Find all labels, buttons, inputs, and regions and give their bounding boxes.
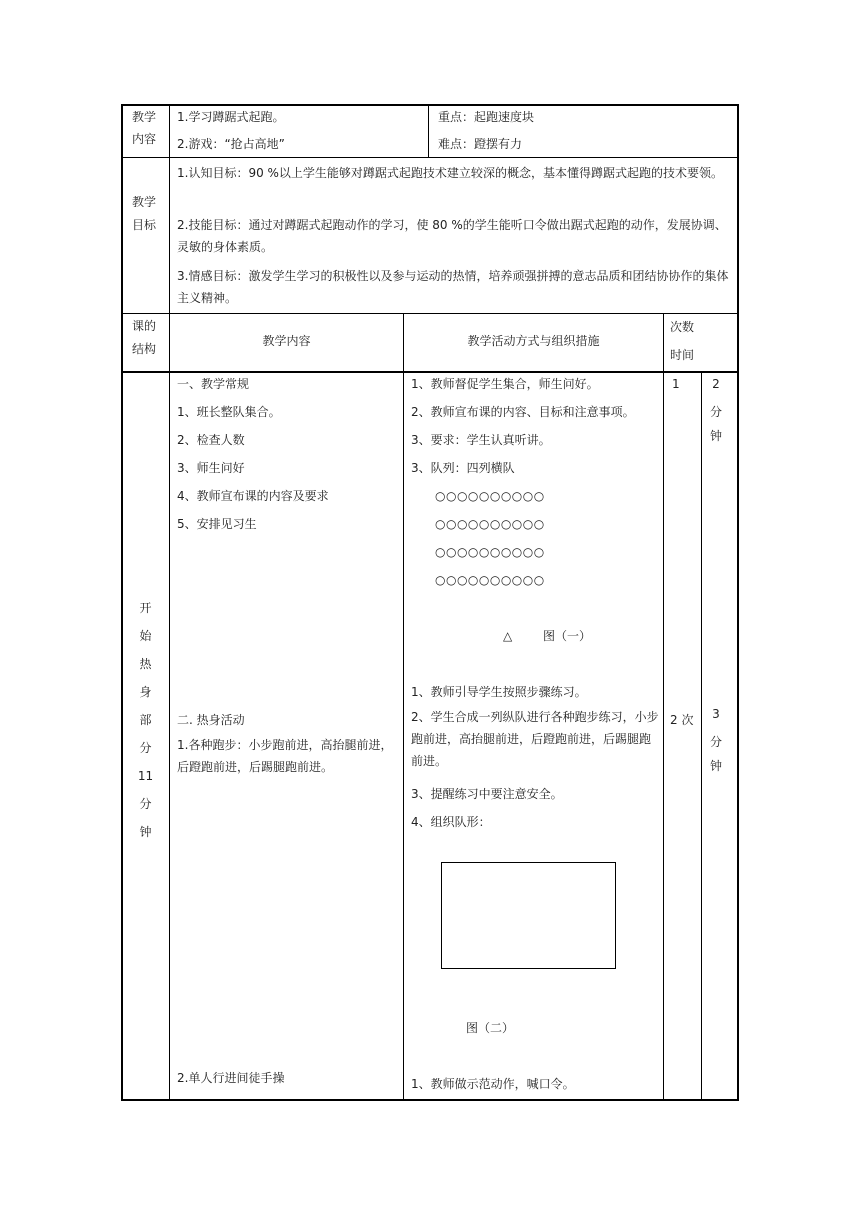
label-content-2: 内容 — [132, 132, 157, 146]
objective-cognitive: 1.认知目标：90 %以上学生能够对蹲踞式起跑技术建立较深的概念，基本懂得蹲踞式起跑的技术要领。 — [177, 166, 723, 180]
label-content-1: 教学 — [132, 110, 157, 124]
header-time: 时间 — [670, 348, 695, 362]
routine-item: 1、班长整队集合。 — [177, 405, 281, 419]
activity-line: 3、要求：学生认真听讲。 — [411, 433, 551, 447]
time-routine: 钟 — [709, 429, 722, 443]
difficulty: 难点：蹬摆有力 — [438, 137, 523, 151]
activity-line: 2、教师宣布课的内容、目标和注意事项。 — [411, 405, 635, 419]
formation-row: ○○○○○○○○○○ — [435, 573, 545, 587]
warmup-activity-2: 2、学生合成一列纵队进行各种跑步练习，小步跑前进，高抬腿前进，后蹬跑前进，后踢腿跑前进。 — [411, 710, 659, 768]
section-label-char: 开 — [139, 601, 152, 615]
figure-two-box — [441, 862, 616, 969]
activity-line: 1、教师督促学生集合，师生问好。 — [411, 377, 599, 391]
time-warmup: 分 — [709, 735, 722, 749]
count-warmup: 2 次 — [670, 713, 694, 727]
header-structure-2: 结构 — [132, 342, 157, 356]
time-warmup: 钟 — [709, 759, 722, 773]
teacher-mark: △ — [503, 629, 513, 643]
label-objectives-2: 目标 — [132, 218, 157, 232]
routine-item: 2、检查人数 — [177, 433, 245, 447]
objective-skill: 2.技能目标：通过对蹲踞式起跑动作的学习，使 80 %的学生能听口令做出踞式起跑的动作，发展协调、灵敏的身体素质。 — [177, 218, 727, 254]
section-label-char: 钟 — [139, 825, 152, 839]
header-count: 次数 — [670, 320, 695, 334]
warmup-activity-4: 4、组织队形： — [411, 815, 491, 829]
section-label-char: 始 — [139, 629, 152, 643]
gym-activity-1: 1、教师做示范动作，喊口令。 — [411, 1077, 575, 1091]
section-label-char: 分 — [139, 797, 152, 811]
header-structure-1: 课的 — [132, 319, 157, 333]
section-label-char: 分 — [139, 741, 152, 755]
section-label-char: 11 — [137, 769, 154, 783]
section-label-char: 部 — [139, 713, 152, 727]
routine-title: 一、教学常规 — [177, 377, 250, 391]
count-routine: 1 — [672, 377, 680, 391]
section-label-char: 热 — [139, 657, 152, 671]
header-activity: 教学活动方式与组织措施 — [467, 334, 600, 348]
time-warmup: 3 — [712, 707, 720, 721]
routine-item: 5、安排见习生 — [177, 517, 257, 531]
time-routine: 2 — [712, 377, 720, 391]
warmup-title: 二. 热身活动 — [177, 713, 245, 727]
formation-row: ○○○○○○○○○○ — [435, 517, 545, 531]
activity-line: 3、队列：四列横队 — [411, 461, 515, 475]
routine-item: 3、师生问好 — [177, 461, 245, 475]
figure-two-caption: 图（二） — [466, 1021, 515, 1035]
label-objectives-1: 教学 — [132, 195, 157, 209]
key-point: 重点：起跑速度块 — [438, 110, 535, 124]
time-routine: 分 — [709, 405, 722, 419]
warmup-activity-1: 1、教师引导学生按照步骤练习。 — [411, 685, 587, 699]
warmup-activity-3: 3、提醒练习中要注意安全。 — [411, 787, 563, 801]
figure-one-caption: 图（一） — [543, 629, 592, 643]
routine-item: 4、教师宣布课的内容及要求 — [177, 489, 329, 503]
gym-item: 2.单人行进间徒手操 — [177, 1071, 285, 1085]
content-line-1: 1.学习蹲踞式起跑。 — [177, 110, 285, 124]
content-line-2: 2.游戏：“抢占高地” — [177, 137, 285, 151]
section-label-char: 身 — [139, 685, 152, 699]
objective-emotion: 3.情感目标：激发学生学习的积极性以及参与运动的热情，培养顽强拼搏的意志品质和团结协协作的集体主义精神。 — [177, 269, 729, 305]
warmup-item: 1.各种跑步：小步跑前进，高抬腿前进，后蹬跑前进，后踢腿跑前进。 — [177, 738, 393, 774]
header-content: 教学内容 — [262, 334, 311, 348]
formation-row: ○○○○○○○○○○ — [435, 489, 545, 503]
formation-row: ○○○○○○○○○○ — [435, 545, 545, 559]
